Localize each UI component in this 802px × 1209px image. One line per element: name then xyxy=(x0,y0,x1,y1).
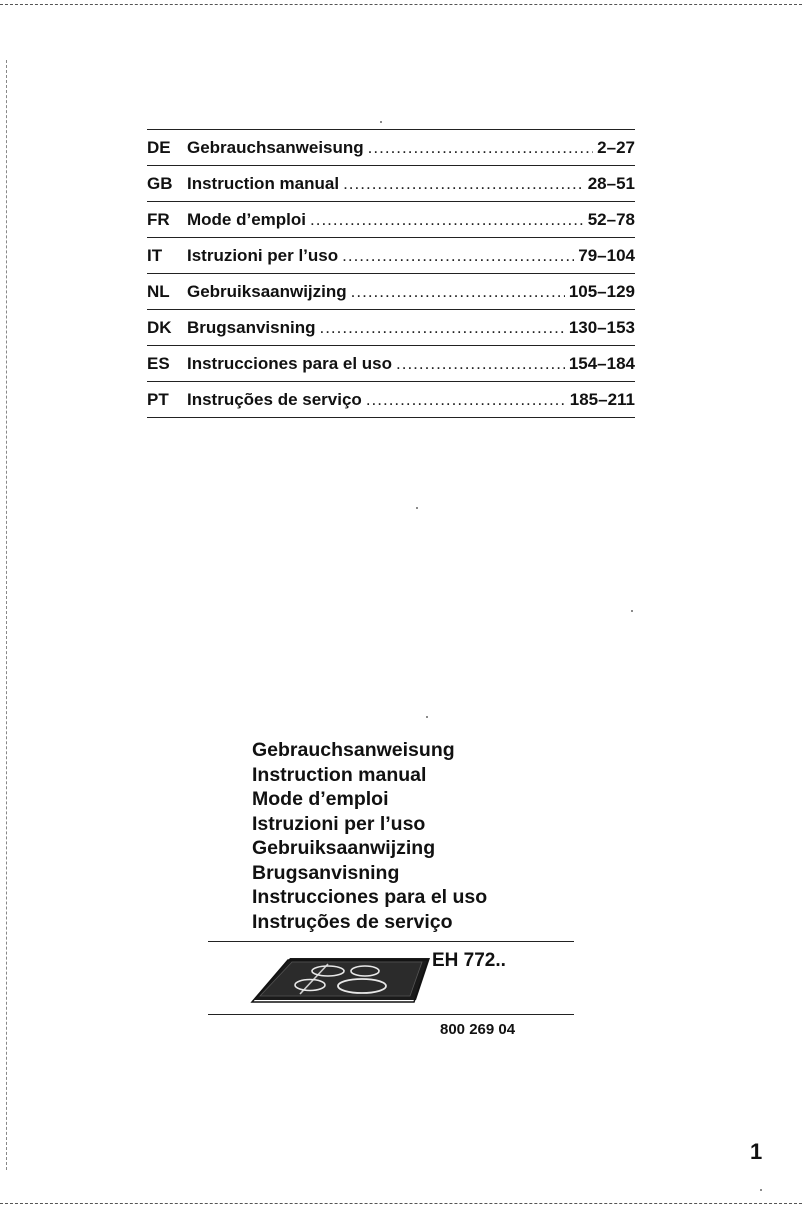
title-line: Gebrauchsanweisung xyxy=(252,739,455,761)
title-line: Mode d’emploi xyxy=(252,788,389,810)
scan-speck xyxy=(416,507,418,509)
toc-page-range: 130–153 xyxy=(568,317,635,337)
toc-leader-dots xyxy=(368,138,594,158)
toc-page-range: 52–78 xyxy=(587,209,635,229)
toc-leader-dots xyxy=(396,354,565,374)
toc-page-range: 154–184 xyxy=(568,353,635,373)
toc-language-code: DK xyxy=(147,317,172,337)
toc-page-range: 2–27 xyxy=(597,137,635,157)
toc-language-code: NL xyxy=(147,281,170,301)
toc-row[interactable] xyxy=(147,238,635,273)
toc-title: Istruzioni per l’uso xyxy=(187,245,339,265)
toc-row[interactable] xyxy=(147,274,635,309)
scan-speck xyxy=(760,1189,762,1191)
scan-edge-left xyxy=(6,60,7,1170)
toc-leader-dots xyxy=(310,210,584,230)
toc-title: Mode d’emploi xyxy=(187,209,306,229)
divider-rule xyxy=(208,941,574,942)
scan-speck xyxy=(426,716,428,718)
scan-edge-top xyxy=(0,4,802,5)
toc-row[interactable] xyxy=(147,310,635,345)
toc-row[interactable] xyxy=(147,202,635,237)
title-line: Brugsanvisning xyxy=(252,861,400,884)
toc-leader-dots xyxy=(342,246,574,266)
scan-edge-bottom xyxy=(0,1203,802,1204)
hob-icon xyxy=(250,954,430,1009)
title-line: Gebruiksaanwijzing xyxy=(252,837,436,859)
title-line: Instrucciones para el uso xyxy=(252,886,488,908)
scan-speck xyxy=(380,121,382,123)
toc-title: Instruction manual xyxy=(187,173,340,193)
table-of-contents xyxy=(147,129,635,418)
toc-rule xyxy=(147,417,635,418)
part-number: 800 269 04 xyxy=(440,1021,516,1038)
toc-title: Gebrauchsanweisung xyxy=(187,137,364,157)
title-line: Instruções de serviço xyxy=(252,910,453,933)
toc-language-code: IT xyxy=(147,245,163,265)
toc-page-range: 28–51 xyxy=(587,173,635,193)
toc-title: Instrucciones para el uso xyxy=(187,353,393,373)
toc-language-code: PT xyxy=(147,389,169,409)
toc-language-code: ES xyxy=(147,353,170,373)
model-number: EH 772.. xyxy=(432,950,506,971)
toc-title: Brugsanvisning xyxy=(187,317,316,337)
toc-page-range: 185–211 xyxy=(569,389,635,409)
toc-page-range: 105–129 xyxy=(568,281,635,301)
toc-leader-dots xyxy=(366,390,566,410)
toc-leader-dots xyxy=(343,174,584,194)
toc-row[interactable] xyxy=(147,382,635,417)
title-line: Istruzioni per l’uso xyxy=(252,812,426,835)
toc-row[interactable] xyxy=(147,346,635,381)
toc-leader-dots xyxy=(351,282,565,302)
toc-page-range: 79–104 xyxy=(578,245,635,265)
toc-language-code: FR xyxy=(147,209,170,229)
page-number: 1 xyxy=(750,1139,763,1164)
toc-row[interactable] xyxy=(147,166,635,201)
toc-title: Gebruiksaanwijzing xyxy=(187,281,347,301)
scan-speck xyxy=(631,610,633,612)
toc-language-code: GB xyxy=(147,173,173,193)
multilingual-title-block xyxy=(252,738,487,934)
divider-rule xyxy=(208,1014,574,1015)
toc-row[interactable] xyxy=(147,130,635,165)
toc-language-code: DE xyxy=(147,137,171,157)
toc-title: Instruções de serviço xyxy=(187,389,362,409)
toc-leader-dots xyxy=(319,318,564,338)
title-line: Instruction manual xyxy=(252,763,427,786)
